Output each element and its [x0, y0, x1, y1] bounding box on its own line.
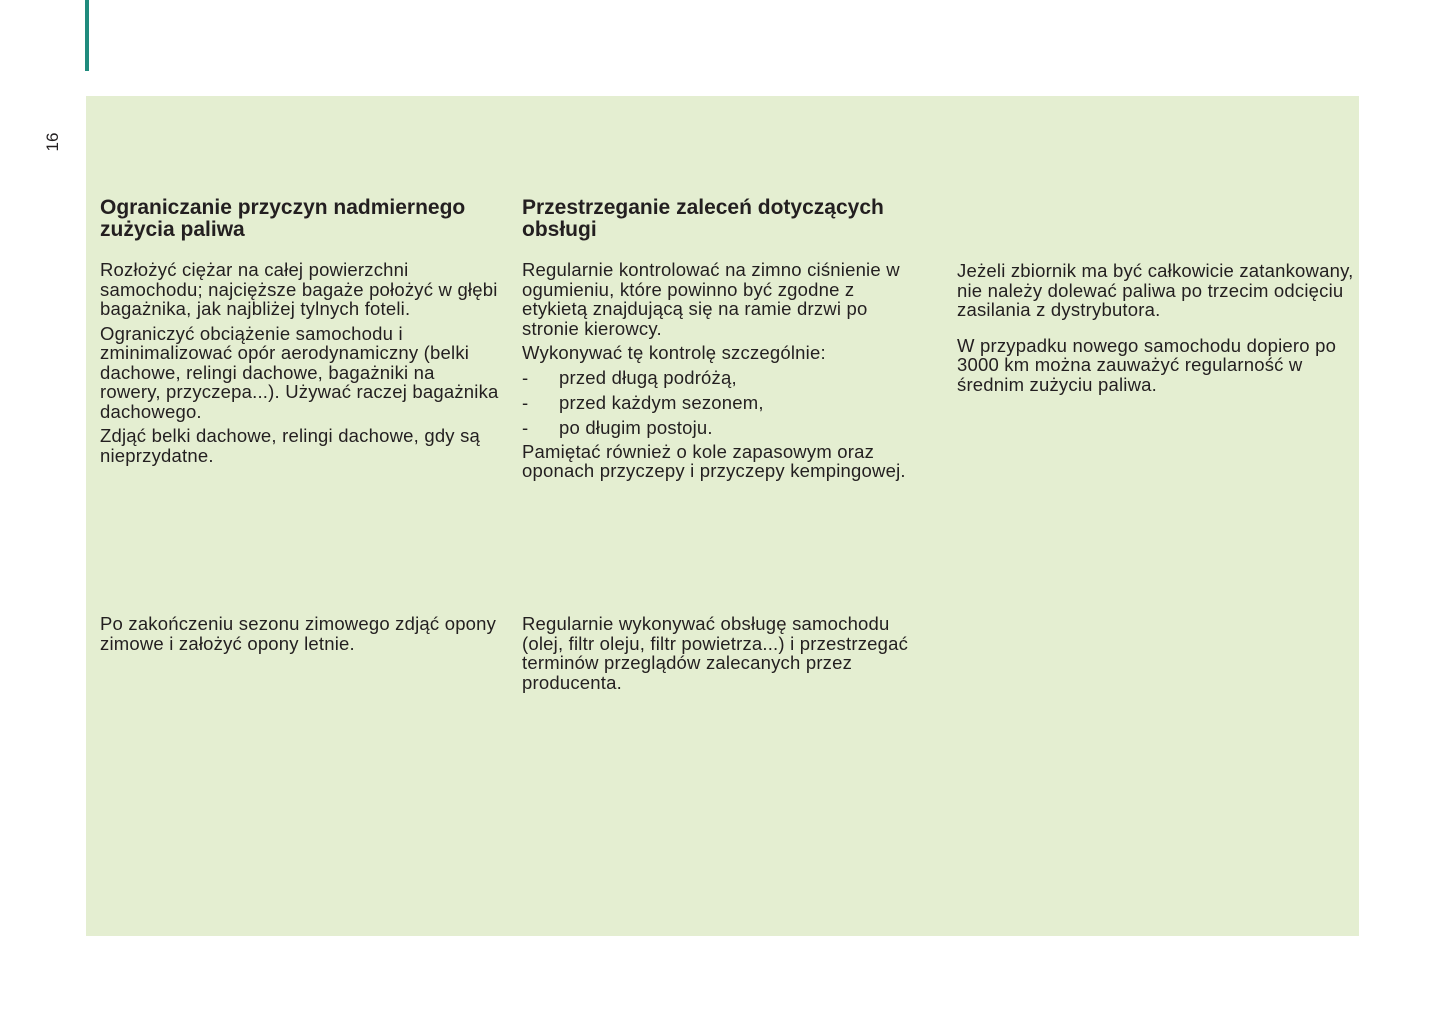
winter-tyres-note [100, 614, 500, 653]
service-section [522, 197, 922, 481]
chapter-marker-bar [85, 0, 89, 71]
check-intro-text: Wykonywać tę kontrolę szczególnie: [522, 342, 826, 363]
fuel-paragraph-2: Ograniczyć obciążenie samochodu i zminimalizować opór aerodynamiczny (belki dachowe, relingi dachowe, bagażniki na rowery, przyczepa...). Używać raczej bagażnika dachowego. [100, 322, 499, 422]
tank-paragraph-2: W przypadku nowego samochodu dopiero po 3000 km można zauważyć regularność w średnim zużyciu paliwa. [957, 334, 1337, 395]
maintenance-note [522, 614, 922, 692]
winter-tyres-text: Po zakończeniu sezonu zimowego zdjąć opony zimowe i założyć opony letnie. [100, 613, 497, 654]
service-section-title: Przestrzeganie zaleceń dotyczących obsługi [522, 196, 884, 241]
tyre-pressure-text: Regularnie kontrolować na zimno ciśnienie w ogumieniu, które powinno być zgodne z etykietą znajdującą się na ramie drzwi po stronie kierowcy. [522, 259, 900, 339]
maintenance-text: Regularnie wykonywać obsługę samochodu (olej, filtr oleju, filtr powietrza...) i przestrzegać terminów przeglądów zalecanych przez producenta. [522, 613, 909, 693]
list-item: - przed długą podróżą, [522, 366, 737, 388]
tank-section [957, 261, 1357, 394]
list-item: - po długim postoju. [522, 416, 713, 438]
fuel-paragraph-3: Zdjąć belki dachowe, relingi dachowe, gdy są nieprzydatne. [100, 425, 481, 466]
fuel-paragraph-1: Rozłożyć ciężar na całej powierzchni samochodu; najcięższe bagaże położyć w głębi bagażnika, jak najbliżej tylnych foteli. [100, 259, 498, 319]
tank-paragraph-1: Jeżeli zbiornik ma być całkowicie zatankowany, nie należy dolewać paliwa po trzecim odcięciu zasilania z dystrybutora. [957, 260, 1354, 320]
check-list [522, 368, 922, 438]
fuel-section-title: Ograniczanie przyczyn nadmiernego zużycia paliwa [100, 196, 466, 241]
fuel-section [100, 197, 500, 465]
spare-wheel-text: Pamiętać również o kole zapasowym oraz oponach przyczepy i przyczepy kempingowej. [522, 440, 906, 481]
list-item: - przed każdym sezonem, [522, 391, 764, 413]
page-number: 16 [43, 132, 62, 152]
